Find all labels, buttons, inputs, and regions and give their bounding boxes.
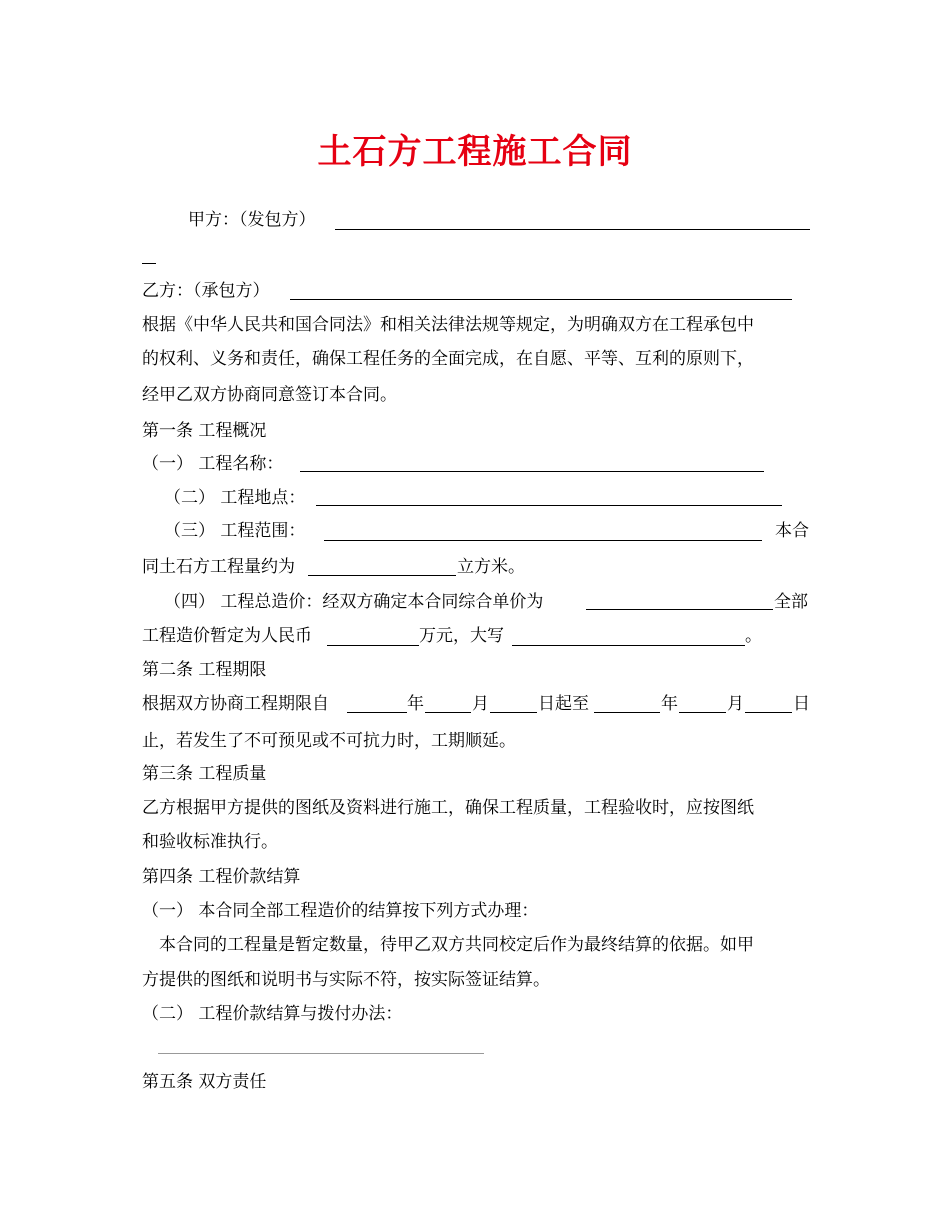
start-year-blank[interactable] xyxy=(347,712,407,713)
intro-line-2: 的权利、义务和责任，确保工程任务的全面完成，在自愿、平等、互利的原则下， xyxy=(142,349,754,369)
intro-line-1: 根据《中华人民共和国合同法》和相关法律法规等规定，为明确双方在工程承包中 xyxy=(142,315,754,335)
scope-tail-text: 本合 xyxy=(775,521,809,541)
article-1-heading: 第一条 工程概况 xyxy=(142,421,267,441)
payment-method-blank[interactable] xyxy=(158,1053,484,1054)
unit-price-blank[interactable] xyxy=(586,609,773,610)
start-month-unit: 月 xyxy=(472,694,489,714)
party-a-blank-cont xyxy=(142,263,156,264)
project-name-label: （一） 工程名称： xyxy=(142,454,284,474)
project-place-blank[interactable] xyxy=(316,505,782,506)
end-year-unit: 年 xyxy=(661,694,678,714)
quality-line-2: 和验收标准执行。 xyxy=(142,832,278,852)
party-b-blank[interactable] xyxy=(290,299,792,300)
intro-line-3: 经甲乙双方协商同意签订本合同。 xyxy=(142,385,397,405)
settlement-para-line-1: 本合同的工程量是暂定数量，待甲乙双方共同校定后作为最终结算的依据。如甲 xyxy=(159,935,754,955)
document-title: 土石方工程施工合同 xyxy=(317,132,633,172)
settlement-sub-2: （二） 工程价款结算与拨付办法： xyxy=(142,1004,403,1024)
party-a-blank[interactable] xyxy=(335,229,810,230)
quality-line-1: 乙方根据甲方提供的图纸及资料进行施工，确保工程质量，工程验收时，应按图纸 xyxy=(142,798,754,818)
end-day-blank[interactable] xyxy=(745,712,792,713)
period-from-label: 根据双方协商工程期限自 xyxy=(142,694,329,714)
volume-pre-text: 同土石方工程量约为 xyxy=(142,557,295,577)
start-day-to-text: 日起至 xyxy=(538,694,589,714)
project-place-label: （二） 工程地点： xyxy=(164,488,306,508)
settlement-para-line-2: 方提供的图纸和说明书与实际不符，按实际签证结算。 xyxy=(142,970,550,990)
volume-blank[interactable] xyxy=(308,575,456,576)
party-b-label: 乙方：（承包方） xyxy=(142,281,270,301)
party-a-label: 甲方：（发包方） xyxy=(188,210,316,230)
start-year-unit: 年 xyxy=(407,694,424,714)
end-month-unit: 月 xyxy=(727,694,744,714)
period-line-2: 止，若发生了不可预见或不可抗力时，工期顺延。 xyxy=(142,731,516,751)
project-scope-label: （三） 工程范围： xyxy=(164,521,306,541)
cost-rmb-label: 工程造价暂定为人民币 xyxy=(142,626,312,646)
cost-tail-text: 全部 xyxy=(774,592,808,612)
cost-capital-label: 万元，大写 xyxy=(419,626,504,646)
cost-capital-blank[interactable] xyxy=(512,645,745,646)
cost-rmb-blank[interactable] xyxy=(327,645,419,646)
article-4-heading: 第四条 工程价款结算 xyxy=(142,867,301,887)
end-day-unit: 日 xyxy=(793,694,810,714)
start-month-blank[interactable] xyxy=(425,712,471,713)
cost-end-mark: 。 xyxy=(745,626,762,646)
article-2-heading: 第二条 工程期限 xyxy=(142,660,267,680)
start-day-blank[interactable] xyxy=(490,712,537,713)
volume-post-text: 立方米。 xyxy=(457,557,525,577)
settlement-sub-1: （一） 本合同全部工程造价的结算按下列方式办理： xyxy=(142,901,539,921)
article-5-heading: 第五条 双方责任 xyxy=(142,1072,267,1092)
total-cost-label: （四） 工程总造价：经双方确定本合同综合单价为 xyxy=(164,592,544,612)
project-name-blank[interactable] xyxy=(300,471,764,472)
end-month-blank[interactable] xyxy=(679,712,726,713)
project-scope-blank[interactable] xyxy=(324,540,762,541)
end-year-blank[interactable] xyxy=(594,712,660,713)
article-3-heading: 第三条 工程质量 xyxy=(142,764,267,784)
